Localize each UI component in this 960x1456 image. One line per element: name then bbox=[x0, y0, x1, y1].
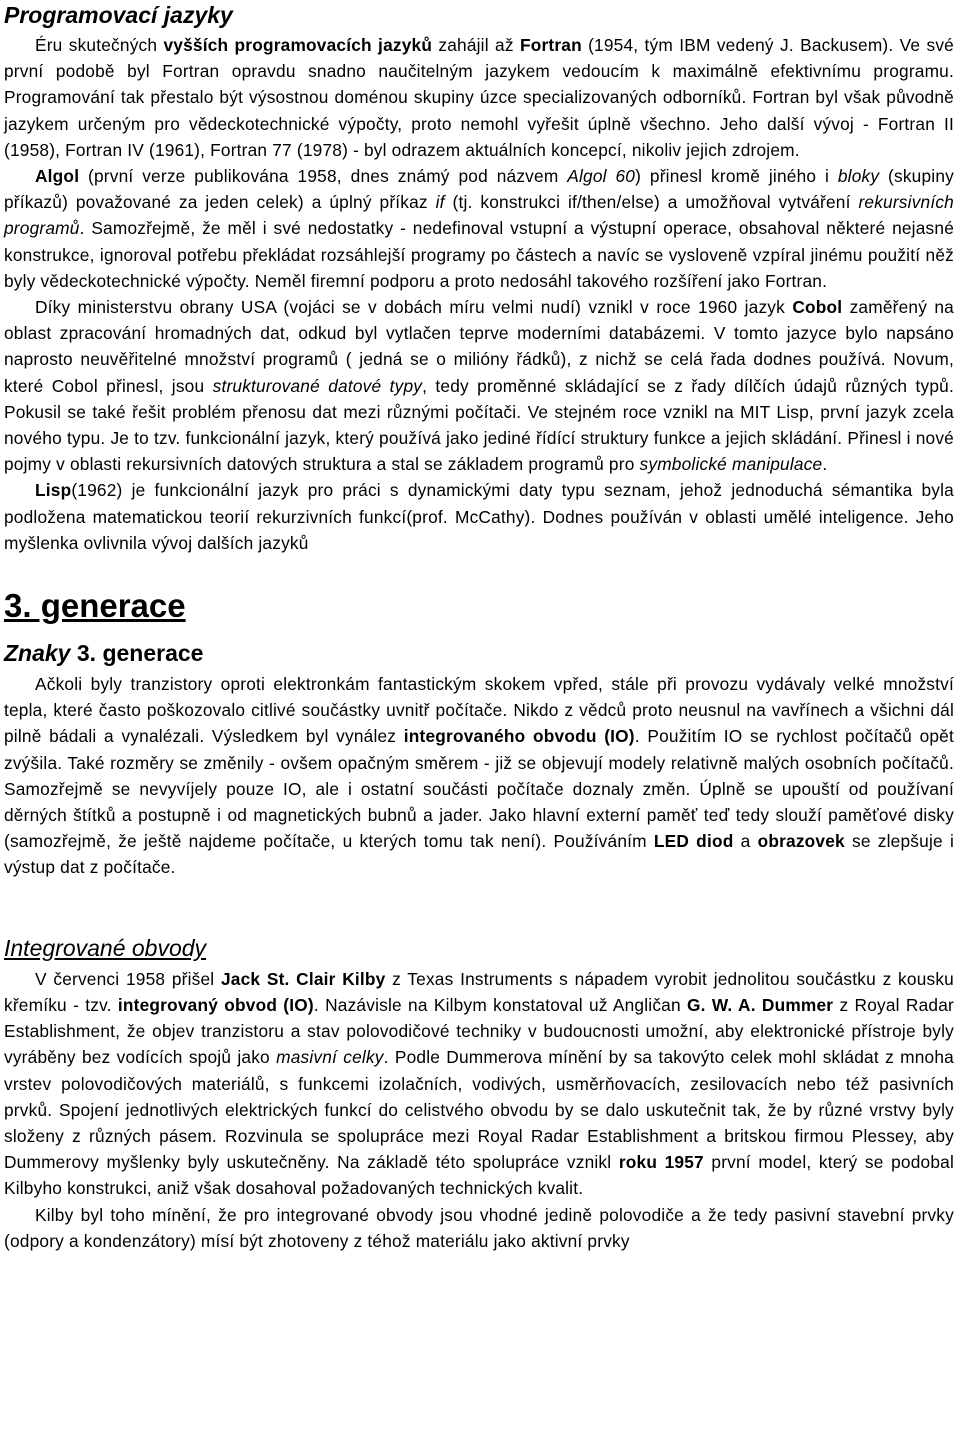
bold-term: integrovaného obvodu (IO) bbox=[403, 726, 635, 747]
text-run: ) přinesl kromě jiného i bbox=[635, 166, 838, 187]
text-run: (skupiny příkazů) považované za jeden celek) a úplný příkaz bbox=[4, 166, 954, 213]
italic-term: bloky bbox=[837, 166, 880, 187]
paragraph-znaky bbox=[4, 671, 954, 881]
bold-term: G. W. A. Dummer bbox=[687, 994, 834, 1015]
paragraph-fortran bbox=[4, 32, 954, 163]
text-run: zaměřený na oblast zpracování hromadných dat, odkud byl vytlačen teprve moderními databázemi. V tomto jazyce bylo napsáno naprosto neuvěřitelné množství programů ( jedná se o milióny řádků), z nichž se celá řada dodnes používá. Novum, které Cobol přinesl, jsou bbox=[4, 297, 954, 396]
bold-term: Algol bbox=[35, 166, 80, 187]
text-run: . Použitím IO se rychlost počítačů opět zvýšila. Také rozměry se změnily - ovšem opačným směrem - již se objevují modely relativně malých osobních počítačů. Samozřejmě se nevyvíjely pouze IO, ale i ostatní součásti počítače doznaly změn. Úplně se upouští od používaní děrných štítků a postupně i od magnetických bubnů a jader. Jako hlavní externí paměť teď tedy slouží paměťové disky (samozřejmě, že ještě najdeme počítače, u kterých tomu tak není). Používáním bbox=[4, 726, 954, 852]
text-run: Kilby byl toho mínění, že pro integrované obvody jsou vhodné jedině polovodiče a že tedy pasivní stavební prvky (odpory a kondenzátory) mísí být zhotoveny z téhož materiálu jako aktivní prvky bbox=[4, 1204, 954, 1251]
bold-term: Lisp bbox=[35, 480, 72, 501]
bold-term: LED diod bbox=[653, 831, 734, 852]
subsection-title-integrovane-obvody: Integrované obvody bbox=[4, 934, 207, 961]
document-page bbox=[4, 0, 954, 1254]
text-run: zahájil až bbox=[432, 35, 520, 55]
bold-term: integrovaný obvod (IO) bbox=[117, 994, 314, 1015]
text-run: . bbox=[822, 454, 828, 475]
text-run: Ačkoli byly tranzistory oproti elektronkám fantastickým skokem vpřed, stále při provozu vydávaly velké množství tepla, které často poškozovalo citlivé součástky uvnitř počítače. Nikdo z vědců proto neusnul na vavřínech a všichni dál pilně bádali a vynalézali. Výsledkem byl vynález bbox=[4, 674, 954, 747]
text-run: z Royal Radar Establishment, že objev tranzistoru a stav polovodičové techniky v budoucnosti umožní, aby elektronické přístroje byly vyráběny bez vodících spojů jako bbox=[4, 994, 954, 1068]
bold-term: roku 1957 bbox=[618, 1152, 704, 1173]
text-run: . Podle Dummerova mínění by sa takovýto celek mohl skládat z mnoha vrstev polovodičových materiálů, s funkcemi izolačních, vodivých, usměrňovacích, zesilovacích nebo též pasivních prvků. Spojení jednotlivých elektrických funkcí do celistvého obvodu by se dalo uskutečnit tak, že by různé vrstvy byly složeny z různých pásem. Rozvinula se spolupráce mezi Royal Radar Establishment a britskou firmou Plessey, aby Dummerovy myšlenky byly uskutečněny. Na základě této spolupráce vznikl bbox=[4, 1047, 954, 1173]
text-run: a bbox=[733, 831, 758, 852]
section-title-3-generace: 3. generace bbox=[4, 587, 186, 625]
italic-term: rekursivních programů bbox=[4, 192, 954, 239]
bold-term: Cobol bbox=[792, 297, 843, 318]
text-run: (první verze publikována 1958, dnes známý pod názvem bbox=[79, 166, 568, 187]
section-title-programovaci-jazyky: Programovací jazyky bbox=[4, 2, 233, 28]
subsection-title-znaky bbox=[4, 638, 954, 668]
italic-term: masivní celky bbox=[276, 1047, 384, 1068]
bold-term: obrazovek bbox=[757, 831, 845, 852]
paragraph-algol bbox=[4, 163, 954, 294]
text-run: , tedy proměnné skládající se z řady dílčích údajů různých typů. Pokusil se také řešit problém přenosu dat mezi různými počítači. Ve stejném roce vznikl na MIT Lisp, první jazyk zcela nového typu. Je to tzv. funkcionální jazyk, který používá jako jediné řídící struktury funkce a jejich skládání. Přinesl i nové pojmy v oblasti rekursivních datových struktura a stal se základem programů pro bbox=[4, 375, 954, 475]
paragraph-lisp bbox=[4, 477, 954, 556]
text-run: (tj. konstrukci if/then/else) a umožňoval vytváření bbox=[444, 192, 859, 213]
text-run: . Samozřejmě, že měl i své nedostatky - nedefinoval vstupní a výstupní operace, obsahoval některé nejasné konstrukce, ignoroval potřebu překládat rozsáhlejší programy po částech a navíc se vysloveně vzpíral jinému použití něž byly vědeckotechnické výpočty. Neměl firemní podporu a proto nedosáhl takového rozšíření jako Fortran. bbox=[4, 218, 954, 291]
paragraph-cobol bbox=[4, 294, 954, 477]
italic-term: symbolické manipulace bbox=[639, 454, 823, 475]
paragraph-kilby bbox=[4, 966, 954, 1202]
text-run: (1954, tým IBM vedený J. Backusem). Ve své první podobě byl Fortran opravdu snadno naučitelným jazykem vedoucím k maximálně efektivnímu programu. Programování tak přestalo být výsostnou doménou skupiny úzce specializovaných odborníků. Fortran byl však původně jazykem určeným pro vědeckotechnické výpočty, proto nemohl vyřešit úplně všechno. Jeho další vývoj - Fortran II (1958), Fortran IV (1961), Fortran 77 (1978) - byl odrazem aktuálních koncepcí, nikoliv jejich zdrojem. bbox=[4, 35, 954, 160]
paragraph-kilby-2 bbox=[4, 1202, 954, 1254]
text-run: z Texas Instruments s nápadem vyrobit jednolitou součástku z kousku křemíku - tzv. bbox=[4, 968, 954, 1015]
text-run: . Nazávisle na Kilbym konstatoval už Angličan bbox=[313, 994, 688, 1015]
subsection-title-znaky-prefix: Znaky bbox=[4, 640, 77, 667]
text-run: Díky ministerstvu obrany USA (vojáci se v dobách míru velmi nudí) vznikl v roce 1960 jazyk bbox=[35, 297, 793, 318]
bold-term: Fortran bbox=[519, 35, 582, 55]
text-run: (1962) je funkcionální jazyk pro práci s dynamickými daty typu seznam, jehož jednoduchá sémantika byla podložena matematickou teorií rekurzivních funkcí(prof. McCathy). Dodnes používán v oblasti umělé inteligence. Jeho myšlenka ovlivnila vývoj dalších jazyků bbox=[4, 480, 954, 553]
text-run: V červenci 1958 přišel bbox=[35, 968, 221, 989]
italic-term: Algol 60 bbox=[567, 166, 636, 187]
bold-term: vyšších programovacích jazyků bbox=[163, 35, 433, 55]
text-run: Éru skutečných bbox=[35, 35, 164, 55]
italic-term: strukturované datové typy bbox=[212, 375, 423, 396]
bold-term: Jack St. Clair Kilby bbox=[220, 968, 386, 989]
subsection-title-znaky-bold: 3. generace bbox=[76, 640, 204, 667]
text-run: první model, který se podobal Kilbyho konstrukci, aniž však dosahoval požadovaných technických kvalit. bbox=[4, 1152, 954, 1199]
italic-term: if bbox=[435, 192, 445, 213]
text-run: se zlepšuje i výstup dat z počítače. bbox=[4, 831, 954, 878]
